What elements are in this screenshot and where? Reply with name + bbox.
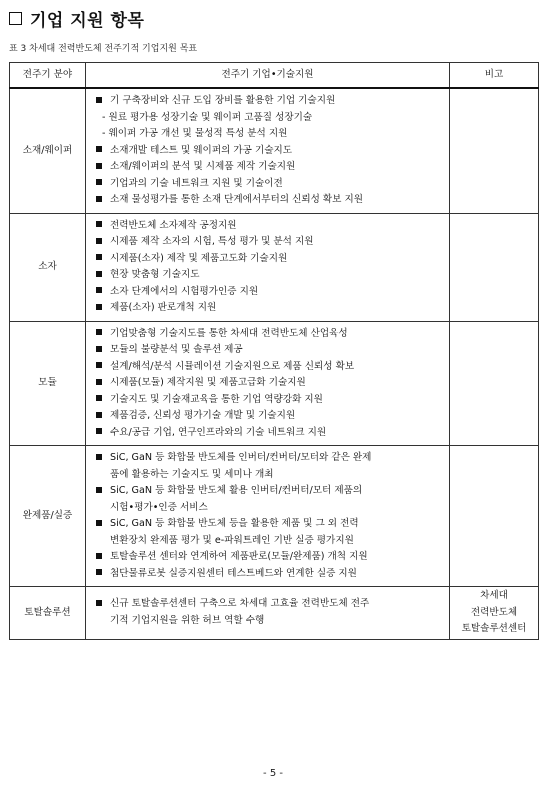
square-bullet-icon [96,428,102,434]
square-bullet-icon [96,254,102,260]
row-content [86,446,450,587]
square-bullet-icon [96,196,102,202]
header-note: 비고 [450,63,539,89]
content-line [92,516,443,533]
line-text: 기술지도 및 기술재교육을 통한 기업 역량강화 지원 [110,393,323,405]
line-text: 첨단물류로봇 실증지원센터 테스트베드와 연계한 실증 지원 [110,567,357,579]
line-text: - 원료 평가용 성장기술 및 웨이퍼 고품질 성장기술 [102,111,313,123]
table-header-row [10,63,539,89]
content-line [92,342,443,359]
content-line [92,234,443,251]
row-content [86,321,450,446]
content-line [92,284,443,301]
page-number: - 5 - [263,768,283,779]
square-bullet-icon [96,221,102,227]
line-text: 현장 맞춤형 기술지도 [110,269,200,280]
header-support: 전주기 기업•기술지원 [86,63,450,89]
line-text: 소재 물성평가를 통한 소재 단계에서부터의 신뢰성 확보 지원 [110,194,364,205]
content-line [92,126,443,143]
square-bullet-icon [96,412,102,418]
line-text: 토탈솔루션 센터와 연계하여 제품판로(모듈/완제품) 개척 지원 [110,551,368,562]
line-text: 설계/해석/분석 시뮬레이션 기술지원으로 제품 신뢰성 확보 [110,360,355,372]
table-row [10,88,539,213]
content-line [92,566,443,583]
content-line [92,467,443,484]
row-note [450,213,539,321]
square-bullet-icon [96,569,102,575]
content-line [92,392,443,409]
line-text: 시제품 제작 소자의 시험, 특성 평가 및 분석 지원 [110,236,314,247]
square-bullet-icon [96,362,102,368]
line-text: 시제품(소자) 제작 및 제품고도화 기술지원 [110,252,288,264]
line-text: 소자 단계에서의 시험평가인증 지원 [110,285,259,297]
content-line [92,425,443,442]
line-text: 수요/공급 기업, 연구인프라와의 기술 네트워크 지원 [110,426,327,438]
content-line [92,267,443,284]
content-line [92,483,443,500]
content-line [92,192,443,209]
table-row [10,213,539,321]
content-line [92,300,443,317]
square-bullet-icon [96,487,102,493]
checkbox-square-icon [9,12,22,25]
line-text: SiC, GaN 등 화합물 반도체를 인버터/컨버터/모터와 같은 완제 [110,452,372,463]
content-line [92,218,443,235]
square-bullet-icon [96,97,102,103]
content-line [92,450,443,467]
square-bullet-icon [96,329,102,335]
square-bullet-icon [96,304,102,310]
row-note [450,88,539,213]
line-text: 시험•평가•인증 서비스 [110,501,208,513]
content-line [92,176,443,193]
square-bullet-icon [96,454,102,460]
square-bullet-icon [96,395,102,401]
content-line [92,143,443,160]
line-text: 기업과의 기술 네트워크 지원 및 기술이전 [110,177,283,189]
line-text: 기적 기업지원을 위한 허브 역할 수행 [110,614,265,626]
square-bullet-icon [96,163,102,169]
header-field: 전주기 분야 [10,63,86,89]
content-line [92,613,443,630]
line-text: 소재개발 테스트 및 웨이퍼의 가공 기술지도 [110,144,293,156]
line-text: 변환장치 완제품 평가 및 e-파워트레인 기반 실증 평가지원 [110,534,354,546]
row-note [450,321,539,446]
content-line [92,408,443,425]
square-bullet-icon [96,553,102,559]
line-text: 제품검증, 신뢰성 평가기술 개발 및 기술지원 [110,410,296,421]
content-line [92,251,443,268]
content-line [92,533,443,550]
square-bullet-icon [96,520,102,526]
content-line [92,110,443,127]
content-line [92,326,443,343]
content-line [92,159,443,176]
row-category: 소자 [10,213,86,321]
line-text: 모듈의 불량분석 및 솔루션 제공 [110,344,243,355]
line-text: 기 구축장비와 신규 도입 장비를 활용한 기업 기술지원 [110,95,336,106]
line-text: SiC, GaN 등 화합물 반도체 등을 활용한 제품 및 그 외 전력 [110,518,359,529]
row-category: 소재/웨이퍼 [10,88,86,213]
row-category: 토탈솔루션 [10,587,86,640]
row-content [86,88,450,213]
line-text: - 웨이퍼 가공 개선 및 물성적 특성 분석 지원 [102,128,288,139]
section-title: 기업 지원 항목 [30,11,145,31]
row-category: 모듈 [10,321,86,446]
square-bullet-icon [96,146,102,152]
content-line [92,549,443,566]
line-text: 제품(소자) 판로개척 지원 [110,302,217,313]
section-heading [9,6,144,31]
table-caption: 표 3 차세대 전력반도체 전주기적 기업지원 목표 [9,44,198,54]
row-category: 완제품/실증 [10,446,86,587]
square-bullet-icon [96,238,102,244]
content-line [92,359,443,376]
square-bullet-icon [96,287,102,293]
line-text: 소재/웨이퍼의 분석 및 시제품 제작 기술지원 [110,161,296,172]
line-text: 품에 활용하는 기술지도 및 세미나 개최 [110,468,274,480]
line-text: 신규 토탈솔루션센터 구축으로 차세대 고효율 전력반도체 전주 [110,598,370,610]
content-line [92,500,443,517]
content-line [92,375,443,392]
row-note: 차세대 전력반도체 토탈솔루션센터 [450,587,539,640]
line-text: 기업맞춤형 기술지도를 통한 차세대 전력반도체 산업육성 [110,327,348,339]
table-row [10,587,539,640]
square-bullet-icon [96,346,102,352]
square-bullet-icon [96,600,102,606]
square-bullet-icon [96,179,102,185]
table-row [10,321,539,446]
square-bullet-icon [96,271,102,277]
square-bullet-icon [96,379,102,385]
content-line [92,93,443,110]
table-row [10,446,539,587]
table-body [10,88,539,639]
line-text: SiC, GaN 등 화합물 반도체 활용 인버터/컨버터/모터 제품의 [110,485,363,496]
line-text: 시제품(모듈) 제작지원 및 제품고급화 기술지원 [110,377,306,388]
row-note [450,446,539,587]
content-line [92,596,443,613]
row-content [86,213,450,321]
support-table [9,62,539,640]
row-content [86,587,450,640]
line-text: 전력반도체 소자제작 공정지원 [110,219,237,231]
